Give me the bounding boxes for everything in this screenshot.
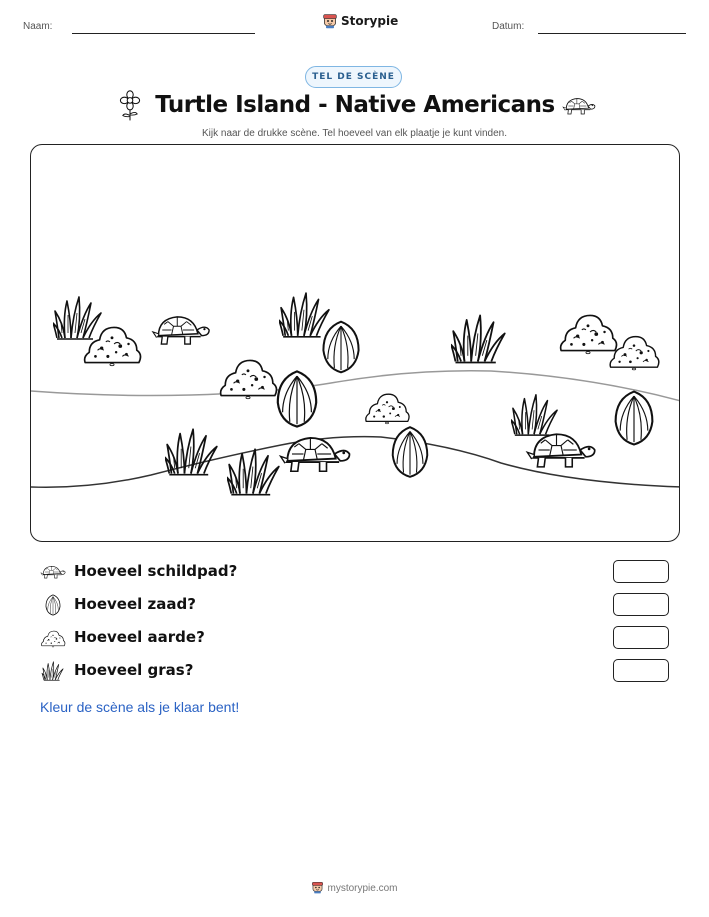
mascot-icon <box>322 13 338 29</box>
brand-logo <box>322 13 398 29</box>
name-label: Naam: <box>23 21 53 32</box>
turtle-icon[interactable] <box>151 311 211 349</box>
seed-icon[interactable] <box>319 319 363 375</box>
question-seed <box>40 593 680 619</box>
date-label: Datum: <box>492 21 525 32</box>
counting-scene[interactable] <box>30 144 680 542</box>
soil-icon[interactable] <box>607 331 661 371</box>
grass-icon[interactable] <box>451 311 507 367</box>
answer-box-soil[interactable] <box>613 626 669 649</box>
grass-icon[interactable] <box>227 445 281 499</box>
question-grass <box>40 659 680 685</box>
seed-icon[interactable] <box>387 425 433 479</box>
coloring-instruction: Kleur de scène als je klaar bent! <box>40 699 240 715</box>
date-field[interactable] <box>538 33 686 34</box>
grass-icon <box>40 660 66 682</box>
question-soil <box>40 626 680 652</box>
question-label: Hoeveel schildpad? <box>74 562 238 580</box>
soil-icon[interactable] <box>81 321 143 367</box>
page-title: Turtle Island - Native Americans <box>155 92 555 118</box>
turtle-icon[interactable] <box>277 431 353 477</box>
question-turtle <box>40 560 680 586</box>
soil-icon[interactable] <box>217 353 279 401</box>
grass-icon[interactable] <box>165 425 219 479</box>
flower-icon <box>118 90 142 122</box>
seed-icon[interactable] <box>611 389 657 447</box>
footer <box>0 881 709 894</box>
question-label: Hoeveel gras? <box>74 661 194 679</box>
brand-name: Storypie <box>341 14 399 28</box>
turtle-icon[interactable] <box>525 427 597 473</box>
seed-icon <box>40 594 66 616</box>
mascot-icon <box>311 881 324 894</box>
turtle-icon <box>40 561 66 583</box>
question-label: Hoeveel zaad? <box>74 595 196 613</box>
seed-icon[interactable] <box>273 369 321 429</box>
name-field[interactable] <box>72 33 255 34</box>
soil-icon <box>40 627 66 649</box>
scene-badge: TEL DE SCÈNE <box>305 66 402 88</box>
hill-line-back <box>31 371 680 401</box>
soil-icon[interactable] <box>363 389 411 425</box>
answer-box-turtle[interactable] <box>613 560 669 583</box>
answer-box-grass[interactable] <box>613 659 669 682</box>
question-label: Hoeveel aarde? <box>74 628 205 646</box>
footer-url[interactable]: mystorypie.com <box>327 883 398 894</box>
page-subtitle: Kijk naar de drukke scène. Tel hoeveel van elk plaatje je kunt vinden. <box>201 128 507 139</box>
answer-box-seed[interactable] <box>613 593 669 616</box>
turtle-icon <box>562 95 596 117</box>
